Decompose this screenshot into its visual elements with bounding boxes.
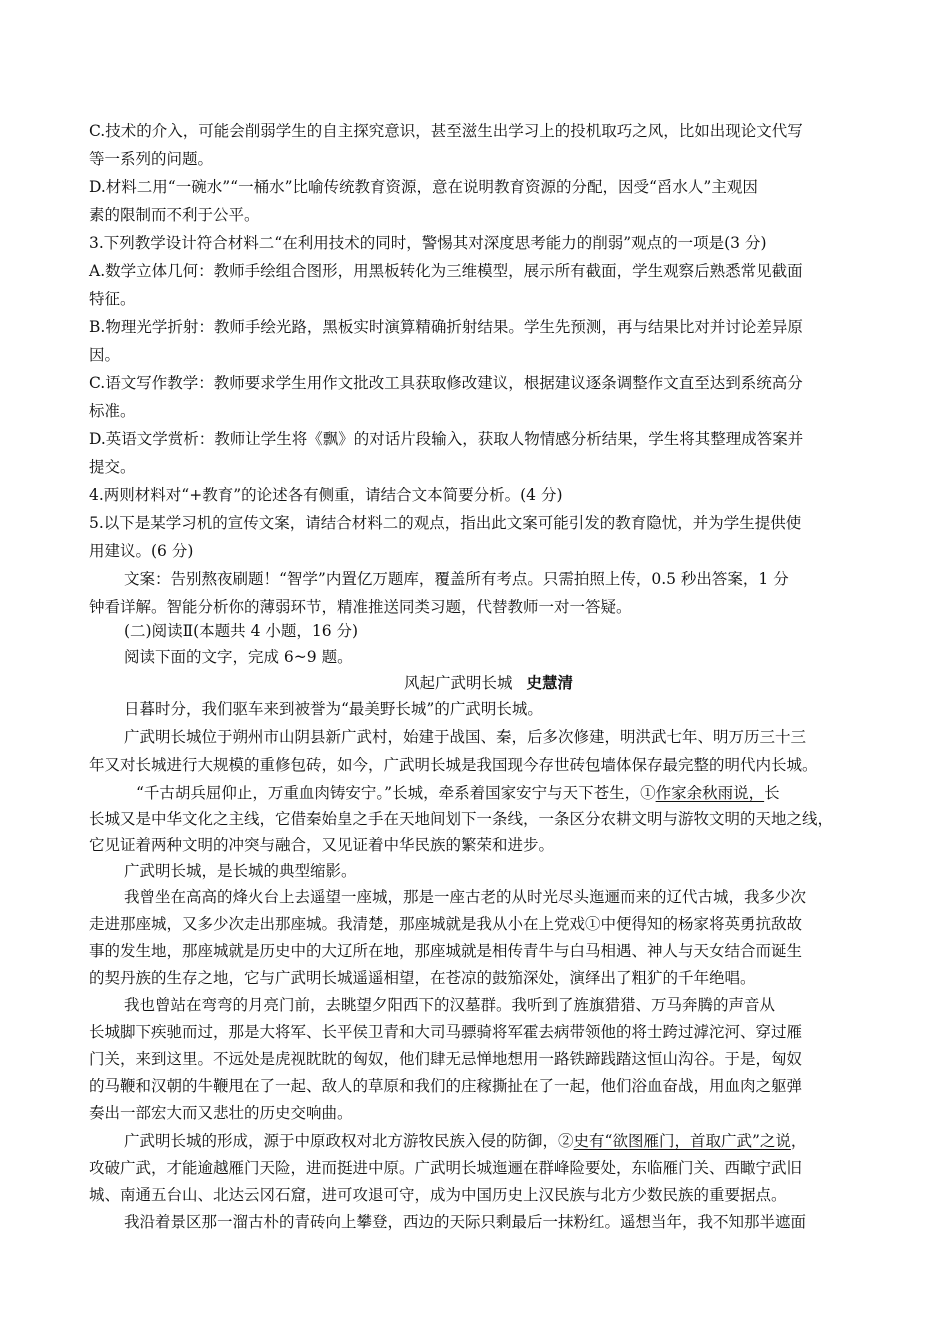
underlined-phrase-1: 作家余秋雨说， bbox=[655, 784, 765, 802]
paragraph-1: 日暮时分，我们驱车来到被誉为“最美野长城”的广武明长城。 bbox=[124, 700, 543, 718]
option-d-line-2: 素的限制而不利于公平。 bbox=[89, 206, 260, 224]
article-title: 风起广武明长城 bbox=[404, 674, 513, 692]
paragraph-2-line-2: 年又对长城进行大规模的重修包砖，如今，广武明长城是我国现今存世砖包墙体保存最完整的明代内长城。 bbox=[89, 756, 818, 774]
paragraph-7-line-1 bbox=[124, 1130, 904, 1152]
section-heading: (二)阅读Ⅱ(本题共 4 小题，16 分) bbox=[124, 622, 359, 640]
option-c-line-1: C.技术的介入，可能会削弱学生的自主探究意识，甚至滋生出学习上的投机取巧之风，比如出现论文代写 bbox=[89, 122, 803, 140]
q3-option-c-line-2: 标准。 bbox=[89, 402, 136, 420]
paragraph-5-line-3: 事的发生地，那座城就是历史中的大辽所在地，那座城就是相传青牛与白马相遇、神人与天女结合而诞生 bbox=[89, 942, 803, 960]
q3-option-d-line-2: 提交。 bbox=[89, 458, 136, 476]
option-d-line-1: D.材料二用“一碗水”“一桶水”比喻传统教育资源，意在说明教育资源的分配，因受“舀水人”主观因 bbox=[89, 178, 758, 196]
question-3: 3.下列教学设计符合材料二“在利用技术的同时，警惕其对深度思考能力的削弱”观点的一项是(3 分) bbox=[89, 234, 767, 252]
paragraph-6-line-3: 门关，来到这里。不远处是虎视眈眈的匈奴，他们肆无忌惮地想用一路铁蹄践踏这恒山沟谷。于是，匈奴 bbox=[89, 1050, 803, 1068]
q3-option-c-line-1: C.语文写作教学：教师要求学生用作文批改工具获取修改建议，根据建议逐条调整作文直至达到系统高分 bbox=[89, 374, 803, 392]
paragraph-2-line-1: 广武明长城位于朔州市山阴县新广武村，始建于战国、秦，后多次修建，明洪武七年、明万历三十三 bbox=[124, 728, 807, 746]
q3-option-b-line-2: 因。 bbox=[89, 346, 121, 364]
q3-option-b-line-1: B.物理光学折射：教师手绘光路，黑板实时演算精确折射结果。学生先预测，再与结果比对并讨论差异原 bbox=[89, 318, 803, 336]
section-instruction: 阅读下面的文字，完成 6~9 题。 bbox=[124, 648, 353, 666]
ad-copy-line-2: 钟看详解。智能分析你的薄弱环节，精准推送同类习题，代替教师一对一答疑。 bbox=[89, 598, 632, 616]
q3-option-a-line-2: 特征。 bbox=[89, 290, 136, 308]
paragraph-5-line-1: 我曾坐在高高的烽火台上去遥望一座城，那是一座古老的从时光尽头迤逦而来的辽代古城，我多少次 bbox=[124, 888, 807, 906]
paragraph-5-line-4: 的契丹族的生存之地，它与广武明长城遥遥相望，在苍凉的鼓笳深处，演绎出了粗犷的千年绝唱。 bbox=[89, 969, 756, 987]
paragraph-4: 广武明长城，是长城的典型缩影。 bbox=[124, 862, 357, 880]
article-author: 史慧清 bbox=[526, 673, 574, 692]
paragraph-3-text-end: 长 bbox=[764, 784, 780, 802]
paragraph-6-line-4: 的马鞭和汉朝的牛鞭甩在了一起、敌人的草原和我们的庄稼撕扯在了一起，他们浴血奋战，用血肉之躯弹 bbox=[89, 1077, 803, 1095]
paragraph-7-text-end: ， bbox=[790, 1132, 807, 1150]
q3-option-a-line-1: A.数学立体几何：教师手绘组合图形，用黑板转化为三维模型，展示所有截面，学生观察后熟悉常见截面 bbox=[89, 262, 803, 280]
paragraph-7-line-2: 攻破广武，才能逾越雁门天险，进而挺进中原。广武明长城迤逦在群峰险要处，东临雁门关、西瞰宁武旧 bbox=[89, 1159, 803, 1177]
article-title-line bbox=[404, 672, 950, 694]
q3-option-d-line-1: D.英语文学赏析：教师让学生将《飘》的对话片段输入，获取人物情感分析结果，学生将其整理成答案并 bbox=[89, 430, 804, 448]
paragraph-7-line-3: 城、南通五台山、北达云冈石窟，进可攻退可守，成为中国历史上汉民族与北方少数民族的重要据点。 bbox=[89, 1186, 787, 1204]
paragraph-3-line-2: 长城又是中华文化之主线，它借秦始皇之手在天地间划下一条线，一条区分农耕文明与游牧文明的天地之线， bbox=[89, 810, 834, 828]
paragraph-6-line-2: 长城脚下疾驰而过，那是大将军、长平侯卫青和大司马骠骑将军霍去病带领他的将士跨过滹沱河、穿过雁 bbox=[89, 1023, 803, 1041]
paragraph-3-line-3: 它见证着两种文明的冲突与融合，又见证着中华民族的繁荣和进步。 bbox=[89, 836, 555, 854]
option-c-line-2: 等一系列的问题。 bbox=[89, 150, 214, 168]
underlined-phrase-2: 史有“欲图雁门，首取广武”之说 bbox=[573, 1132, 791, 1150]
question-4: 4.两则材料对“+教育”的论述各有侧重，请结合文本简要分析。(4 分) bbox=[89, 486, 563, 504]
paragraph-3-text: “千古胡兵屈仰止，万重血肉铸安宁。”长城，牵系着国家安宁与天下苍生，① bbox=[136, 784, 656, 802]
ad-copy-line-1: 文案：告别熬夜刷题！“智学”内置亿万题库，覆盖所有考点。只需拍照上传，0.5 秒出答案，1 分 bbox=[124, 570, 789, 588]
question-5-line-2: 用建议。(6 分) bbox=[89, 542, 194, 560]
paragraph-5-line-2: 走进那座城，又多少次走出那座城。我清楚，那座城就是我从小在上党戏①中便得知的杨家将英勇抗敌故 bbox=[89, 915, 803, 933]
question-5-line-1: 5.以下是某学习机的宣传文案，请结合材料二的观点，指出此文案可能引发的教育隐忧，并为学生提供使 bbox=[89, 514, 802, 532]
paragraph-8-line-1: 我沿着景区那一溜古朴的青砖向上攀登，西边的天际只剩最后一抹粉红。遥想当年，我不知那半遮面 bbox=[124, 1213, 807, 1231]
paragraph-7-text: 广武明长城的形成，源于中原政权对北方游牧民族入侵的防御，② bbox=[124, 1132, 574, 1150]
paragraph-3-line-1 bbox=[136, 782, 916, 804]
paragraph-6-line-1: 我也曾站在弯弯的月亮门前，去眺望夕阳西下的汉墓群。我听到了旌旗猎猎、万马奔腾的声音从 bbox=[124, 996, 776, 1014]
paragraph-6-line-5: 奏出一部宏大而又悲壮的历史交响曲。 bbox=[89, 1104, 353, 1122]
